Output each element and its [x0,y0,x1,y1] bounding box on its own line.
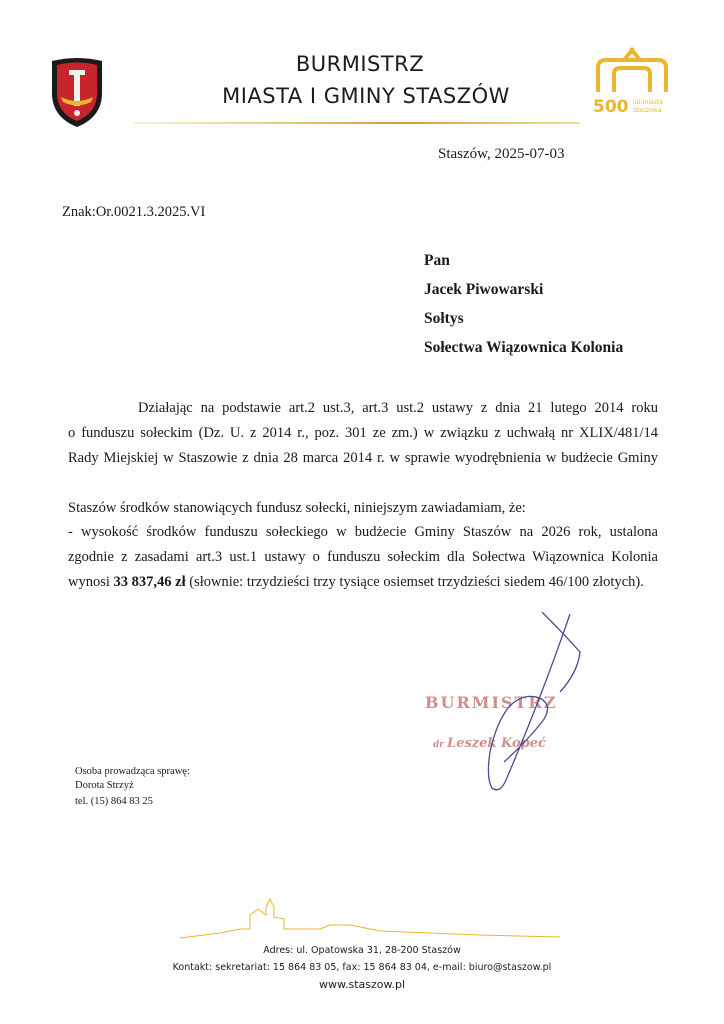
contact-name: Dorota Strzyż [75,780,134,791]
header-title-line2: MIASTA I GMINY STASZÓW [222,84,510,108]
footer-address: Adres: ul. Opatowska 31, 28-200 Staszów [263,945,461,956]
letter-reference-sign: Znak:Or.0021.3.2025.VI [62,204,206,220]
body-line: zgodnie z zasadami art.3 ust.1 ustawy o funduszu sołeckim dla Sołectwa Wiązownica Kolonia [68,549,658,565]
amount-prefix: wynosi [68,574,114,590]
handwritten-signature-icon [430,612,600,802]
addressee-line: Jacek Piwowarski [424,281,544,298]
amount-suffix: (słownie: trzydzieści trzy tysiące osiemset trzydzieści siedem 46/100 złotych). [185,574,644,590]
stamp-prefix: dr [433,740,445,750]
footer-website[interactable]: www.staszow.pl [318,978,406,991]
body-line-amount [68,574,644,591]
body-line: - wysokość środków funduszu sołeckiego w budżecie Gminy Staszów na 2026 rok, ustalona [68,524,658,540]
body-line: Staszów środków stanowiących fundusz sołecki, niniejszym zawiadamiam, że: [68,500,526,516]
jubilee-number: 500 [593,97,629,117]
footer-contact: Kontakt: sekretariat: 15 864 83 05, fax: 15 864 83 04, e-mail: biuro@staszow.pl [172,962,552,973]
body-line: Rady Miejskiej w Staszowie z dnia 28 marca 2014 r. w sprawie wyodrębnienia w budżecie Gminy [68,450,658,466]
stamp-title: BURMISTRZ [425,693,558,712]
jubilee-text-line2: Staszowa [633,107,662,114]
letter-date: Staszów, 2025-07-03 [438,146,565,162]
town-skyline-outline-icon [180,893,560,943]
contact-label: Osoba prowadząca sprawę: [75,766,190,777]
contact-phone: tel. (15) 864 83 25 [75,796,153,807]
fund-amount: 33 837,46 zł [113,574,186,590]
addressee-line: Sołectwa Wiązownica Kolonia [424,339,624,356]
jubilee-text-line1: lat miasta [633,99,663,106]
coat-of-arms-icon [48,55,106,129]
stamp-person: Leszek Kopeć [447,736,546,751]
addressee-line: Pan [424,252,450,269]
body-line: Działając na podstawie art.2 ust.3, art.3 ust.2 ustawy z dnia 21 lutego 2014 roku [138,400,658,416]
header-title-line1: BURMISTRZ [295,52,425,76]
addressee-line: Sołtys [424,310,464,327]
body-line: o funduszu sołeckim (Dz. U. z 2014 r., poz. 301 ze zm.) w związku z uchwałą nr XLIX/481/14 [68,425,658,441]
header-divider [134,122,580,124]
